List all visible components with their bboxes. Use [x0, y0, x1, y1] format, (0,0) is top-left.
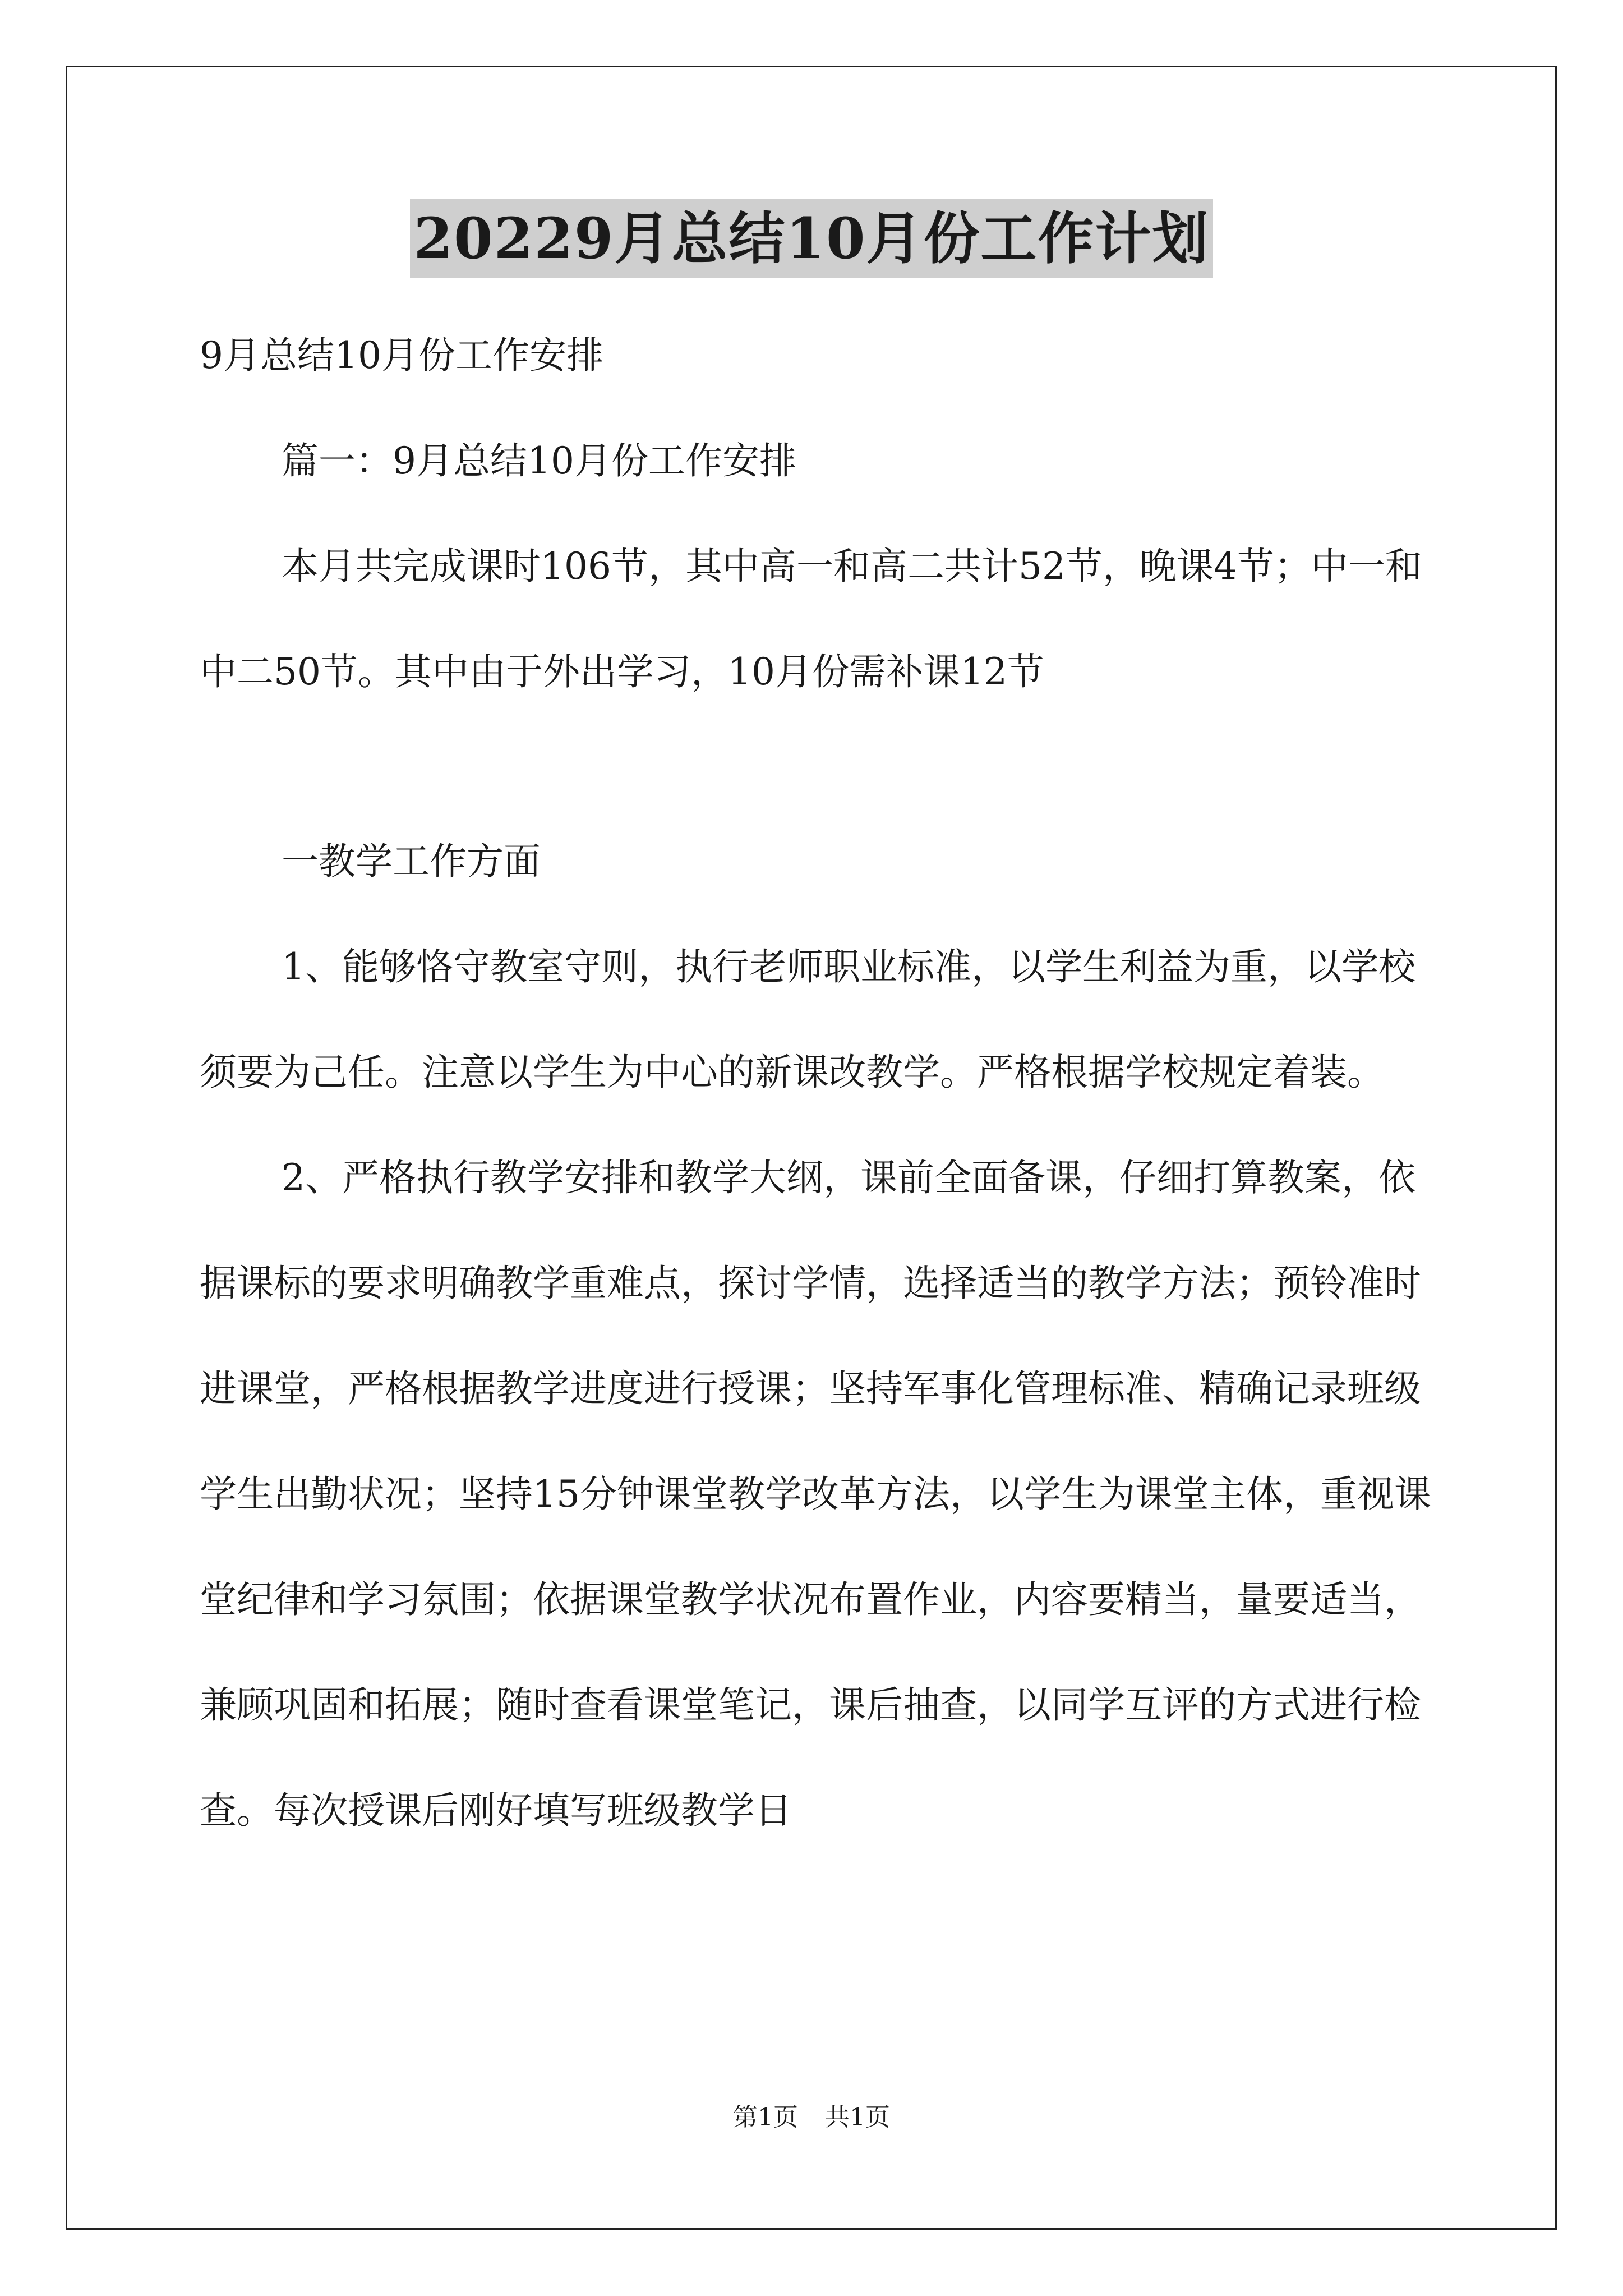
paragraph-item-2: 2、严格执行教学安排和教学大纲，课前全面备课，仔细打算教案，依据课标的要求明确教学重难点，探讨学情，选择适当的教学方法；预铃准时进课堂，严格根据教学进度进行授课；坚持军事化管理标准、精确记录班级学生出勤状况；坚持15分钟课堂教学改革方法，以学生为课堂主体，重视课堂纪律和学习氛围；依据课堂教学状况布置作业，内容要精当，量要适当，兼顾巩固和拓展；随时查看课堂笔记，课后抽查，以同学互评的方式进行检查。每次授课后刚好填写班级教学日: [200, 1156, 1431, 1832]
page-total: 共1页: [825, 2103, 890, 2132]
page-number: 第1页: [733, 2103, 798, 2132]
paragraph-item-1: 1、能够恪守教室守则，执行老师职业标准，以学生利益为重，以学校须要为己任。注意以学生为中心的新课改教学。严格根据学校规定着装。: [200, 945, 1415, 1094]
document-body: [200, 303, 1433, 1864]
page-footer: [0, 2101, 1623, 2134]
document-subtitle: 9月总结10月份工作安排: [200, 334, 603, 377]
blank-gap: [200, 725, 1433, 809]
document-title: 20229月总结10月份工作计划: [410, 199, 1212, 278]
section-heading-teaching: 一教学工作方面: [282, 840, 541, 883]
paragraph-class-hours: 本月共完成课时106节，其中高一和高二共计52节，晚课4节；中一和中二50节。其中由于外出学习，10月份需补课12节: [200, 545, 1422, 693]
paragraph-article-heading: 篇一：9月总结10月份工作安排: [282, 439, 796, 482]
title-container: [0, 199, 1623, 278]
